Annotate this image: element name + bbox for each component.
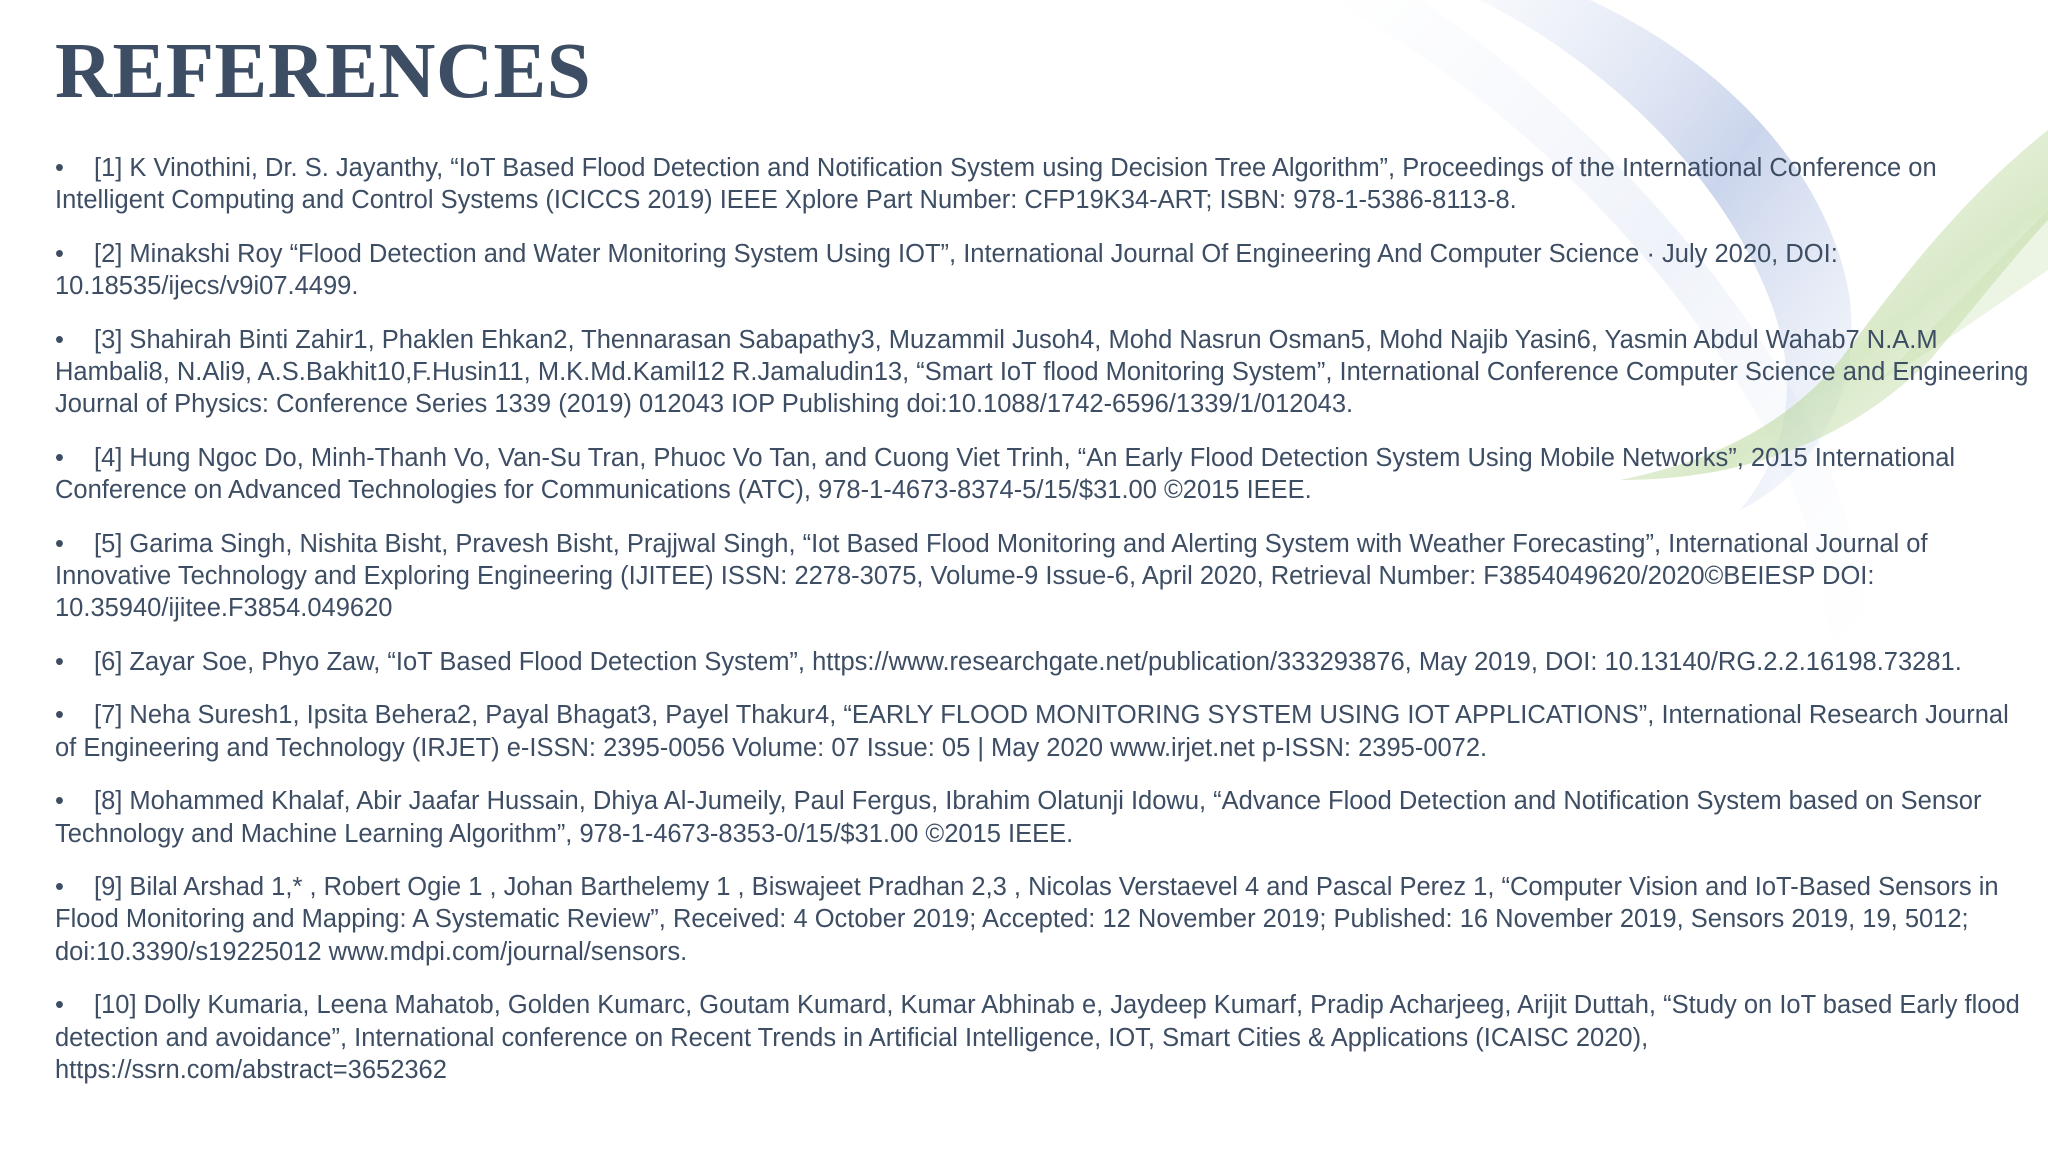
- bullet: •: [55, 872, 64, 901]
- reference-text: [7] Neha Suresh1, Ipsita Behera2, Payal Bhagat3, Payel Thakur4, “EARLY FLOOD MONITORING SYSTEM USING IOT APPLICATIONS”, International Research Journal of Engineering and Technology (IRJET) e-ISSN: 2395-0056 Volume: 07 Issue: 05 | May 2020 www.irjet.net p-ISSN: 2395-0072.: [55, 701, 2009, 762]
- bullet: •: [55, 701, 64, 730]
- list-item: [55, 238, 2035, 303]
- list-item: [55, 324, 2035, 421]
- list-item: [55, 646, 2035, 678]
- reference-text: [5] Garima Singh, Nishita Bisht, Pravesh Bisht, Prajjwal Singh, “Iot Based Flood Monitoring and Alerting System with Weather Forecasting”, International Journal of Innovative Technology and Exploring Engineering (IJITEE) ISSN: 2278-3075, Volume-9 Issue-6, April 2020, Retrieval Number: F3854049620/2020©BEIESP DOI: 10.35940/ijitee.F3854.049620: [55, 529, 1928, 623]
- reference-text: [9] Bilal Arshad 1,* , Robert Ogie 1 , Johan Barthelemy 1 , Biswajeet Pradhan 2,3 , Nicolas Verstaevel 4 and Pascal Perez 1, “Computer Vision and IoT-Based Sensors in Flood Monitoring and Mapping: A Systematic Review”, Received: 4 October 2019; Accepted: 12 November 2019; Published: 16 November 2019, Sensors 2019, 19, 5012; doi:10.3390/s19225012 www.mdpi.com/journal/sensors.: [55, 872, 1999, 966]
- reference-text: [6] Zayar Soe, Phyo Zaw, “IoT Based Flood Detection System”, https://www.researchgate.net/publication/333293876, May 2019, DOI: 10.13140/RG.2.2.16198.73281.: [94, 647, 1962, 676]
- page-title: REFERENCES: [55, 28, 592, 115]
- bullet: •: [55, 991, 64, 1020]
- reference-list: [55, 152, 2035, 1107]
- list-item: [55, 785, 2035, 850]
- reference-text: [3] Shahirah Binti Zahir1, Phaklen Ehkan2, Thennarasan Sabapathy3, Muzammil Jusoh4, Mohd Nasrun Osman5, Mohd Najib Yasin6, Yasmin Abdul Wahab7 N.A.M Hambali8, N.Ali9, A.S.Bakhit10,F.Husin11, M.K.Md.Kamil12 R.Jamaludin13, “Smart IoT flood Monitoring System”, International Conference Computer Science and Engineering Journal of Physics: Conference Series 1339 (2019) 012043 IOP Publishing doi:10.1088/1742-6596/1339/1/012043.: [55, 325, 2029, 419]
- reference-text: [8] Mohammed Khalaf, Abir Jaafar Hussain, Dhiya Al-Jumeily, Paul Fergus, Ibrahim Olatunji Idowu, “Advance Flood Detection and Notification System based on Sensor Technology and Machine Learning Algorithm”, 978-1-4673-8353-0/15/$31.00 ©2015 IEEE.: [55, 787, 1982, 848]
- bullet: •: [55, 787, 64, 816]
- reference-text: [2] Minakshi Roy “Flood Detection and Water Monitoring System Using IOT”, International Journal Of Engineering And Computer Science · July 2020, DOI: 10.18535/ijecs/v9i07.4499.: [55, 239, 1838, 301]
- reference-text: [4] Hung Ngoc Do, Minh-Thanh Vo, Van-Su Tran, Phuoc Vo Tan, and Cuong Viet Trinh, “An Early Flood Detection System Using Mobile Networks”, 2015 International Conference on Advanced Technologies for Communications (ATC), 978-1-4673-8374-5/15/$31.00 ©2015 IEEE.: [55, 443, 1956, 505]
- list-item: [55, 528, 2035, 625]
- bullet: •: [55, 647, 64, 676]
- list-item: [55, 442, 2035, 507]
- list-item: [55, 152, 2035, 217]
- bullet: •: [55, 529, 64, 558]
- list-item: [55, 871, 2035, 968]
- bullet: •: [55, 325, 64, 354]
- list-item: [55, 989, 2035, 1086]
- reference-text: [10] Dolly Kumaria, Leena Mahatob, Golden Kumarc, Goutam Kumard, Kumar Abhinab e, Jaydeep Kumarf, Pradip Acharjeeg, Arijit Duttah, “Study on IoT based Early flood detection and avoidance”, International conference on Recent Trends in Artificial Intelligence, IOT, Smart Cities & Applications (ICAISC 2020), https://ssrn.com/abstract=3652362: [55, 991, 2020, 1084]
- list-item: [55, 699, 2035, 764]
- reference-text: [1] K Vinothini, Dr. S. Jayanthy, “IoT Based Flood Detection and Notification System using Decision Tree Algorithm”, Proceedings of the International Conference on Intelligent Computing and Control Systems (ICICCS 2019) IEEE Xplore Part Number: CFP19K34-ART; ISBN: 978-1-5386-8113-8.: [55, 154, 1937, 215]
- bullet: •: [55, 239, 64, 268]
- bullet: •: [55, 443, 64, 472]
- bullet: •: [55, 154, 64, 182]
